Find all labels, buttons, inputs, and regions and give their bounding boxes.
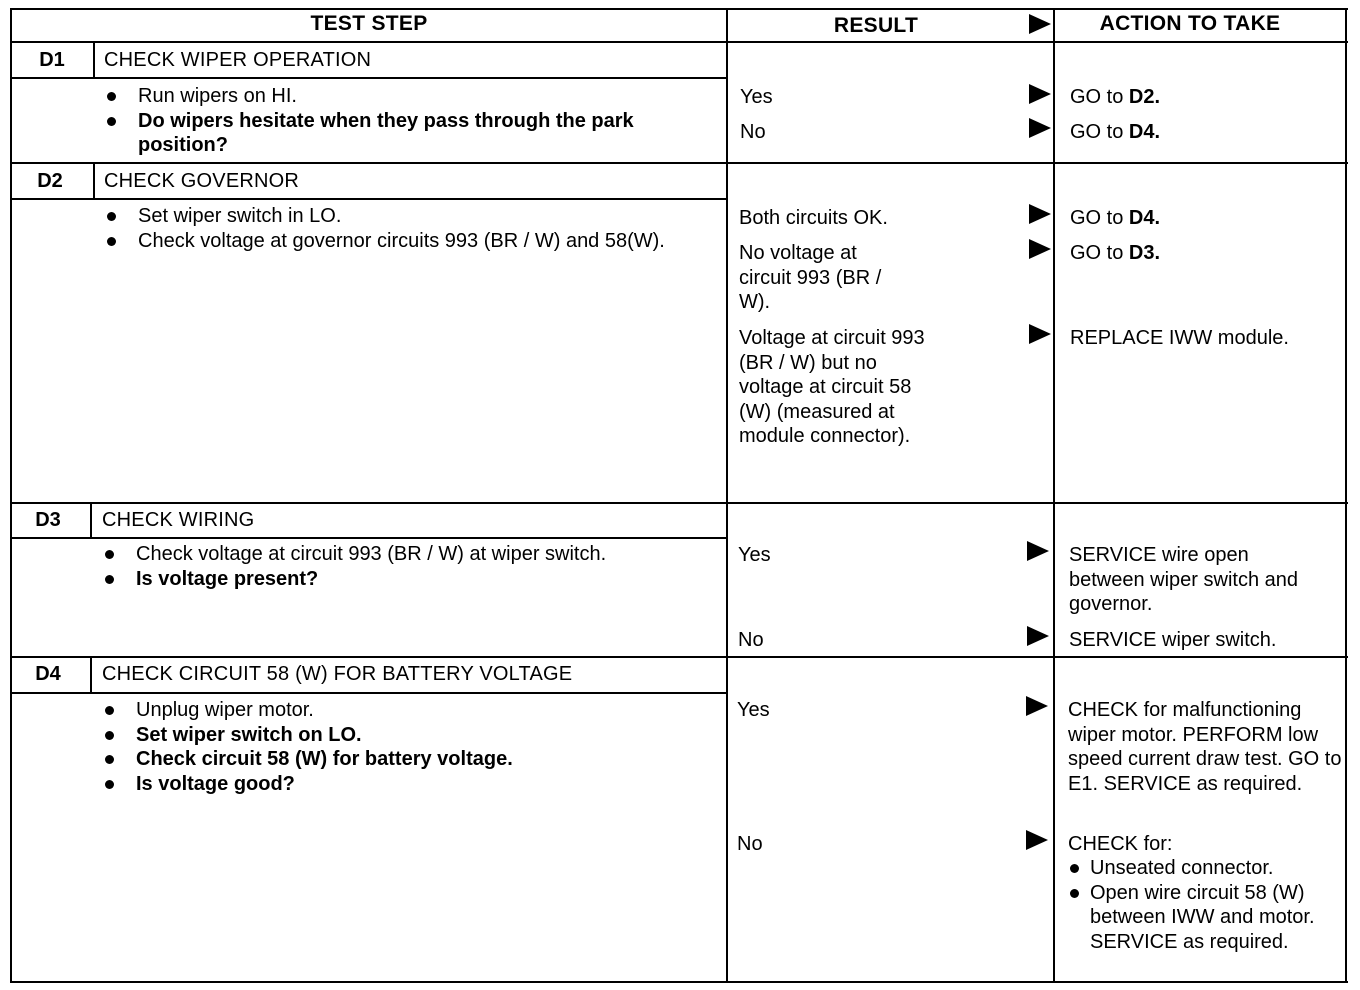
step-id: D4 xyxy=(35,663,61,685)
step-bullets xyxy=(104,204,704,253)
result-text: Yes xyxy=(738,544,771,566)
step-title: CHECK WIPER OPERATION xyxy=(104,49,372,71)
arrow-icon xyxy=(1029,324,1051,344)
result-header: RESULT xyxy=(833,14,919,37)
step-bullets xyxy=(104,84,684,158)
bullet-item: Set wiper switch on LO. xyxy=(102,723,702,748)
action-text: REPLACE IWW module. xyxy=(1070,327,1289,349)
step-title: CHECK GOVERNOR xyxy=(104,170,300,192)
arrow-icon xyxy=(1029,239,1051,259)
bullet-item: Run wipers on HI. xyxy=(104,84,684,109)
arrow-icon xyxy=(1026,830,1048,850)
arrow-icon xyxy=(1029,204,1051,224)
step-bullets xyxy=(102,698,702,796)
bullet-item: Check voltage at circuit 993 (BR / W) at wiper switch. xyxy=(102,542,622,567)
action-text: GO to D4. xyxy=(1070,121,1161,143)
result-text: No xyxy=(740,121,766,143)
bullet-item: Unplug wiper motor. xyxy=(102,698,702,723)
action-header: ACTION TO TAKE xyxy=(1099,12,1281,35)
action-text: GO to D2. xyxy=(1070,86,1161,108)
result-text: Voltage at circuit 993 (BR / W) but no voltage at circuit 58 (W) (measured at module connector). xyxy=(739,327,925,447)
action-text: SERVICE wire open between wiper switch and governor. xyxy=(1069,544,1299,615)
action-text: CHECK for: xyxy=(1068,833,1173,855)
step-bullets xyxy=(102,542,622,591)
result-text: Yes xyxy=(737,699,770,721)
test-step-header: TEST STEP xyxy=(310,12,428,35)
bullet-item: Set wiper switch in LO. xyxy=(104,204,704,229)
bullet-item: Is voltage good? xyxy=(102,772,702,797)
step-id: D2 xyxy=(37,170,63,192)
bullet-item: Unseated connector. xyxy=(1068,856,1340,881)
bullet-item: Is voltage present? xyxy=(102,567,622,592)
arrow-icon xyxy=(1027,541,1049,561)
bullet-item: Check voltage at governor circuits 993 (BR / W) and 58(W). xyxy=(104,229,704,254)
bullet-item: Open wire circuit 58 (W) between IWW and motor. SERVICE as required. xyxy=(1068,881,1340,955)
step-id: D1 xyxy=(39,49,65,71)
result-text: No xyxy=(738,629,764,651)
step-title: CHECK WIRING xyxy=(102,509,255,531)
result-text: Yes xyxy=(740,86,773,108)
action-bullets xyxy=(1068,856,1340,954)
bullet-item: Do wipers hesitate when they pass through the park position? xyxy=(104,109,684,158)
action-text: GO to D4. xyxy=(1070,207,1161,229)
result-text: No xyxy=(737,833,763,855)
header-arrow-icon xyxy=(1029,14,1051,34)
result-text: No voltage at circuit 993 (BR / W). xyxy=(739,242,882,313)
arrow-icon xyxy=(1029,118,1051,138)
arrow-icon xyxy=(1027,626,1049,646)
arrow-icon xyxy=(1026,696,1048,716)
result-text: Both circuits OK. xyxy=(739,207,888,229)
arrow-icon xyxy=(1029,84,1051,104)
action-text: SERVICE wiper switch. xyxy=(1069,629,1277,651)
step-id: D3 xyxy=(35,509,61,531)
step-title: CHECK CIRCUIT 58 (W) FOR BATTERY VOLTAGE xyxy=(102,663,573,685)
action-text: GO to D3. xyxy=(1070,242,1161,264)
bullet-item: Check circuit 58 (W) for battery voltage. xyxy=(102,747,702,772)
action-text: CHECK for malfunctioning wiper motor. PERFORM low speed current draw test. GO to E1. SERVICE as required. xyxy=(1068,699,1342,795)
